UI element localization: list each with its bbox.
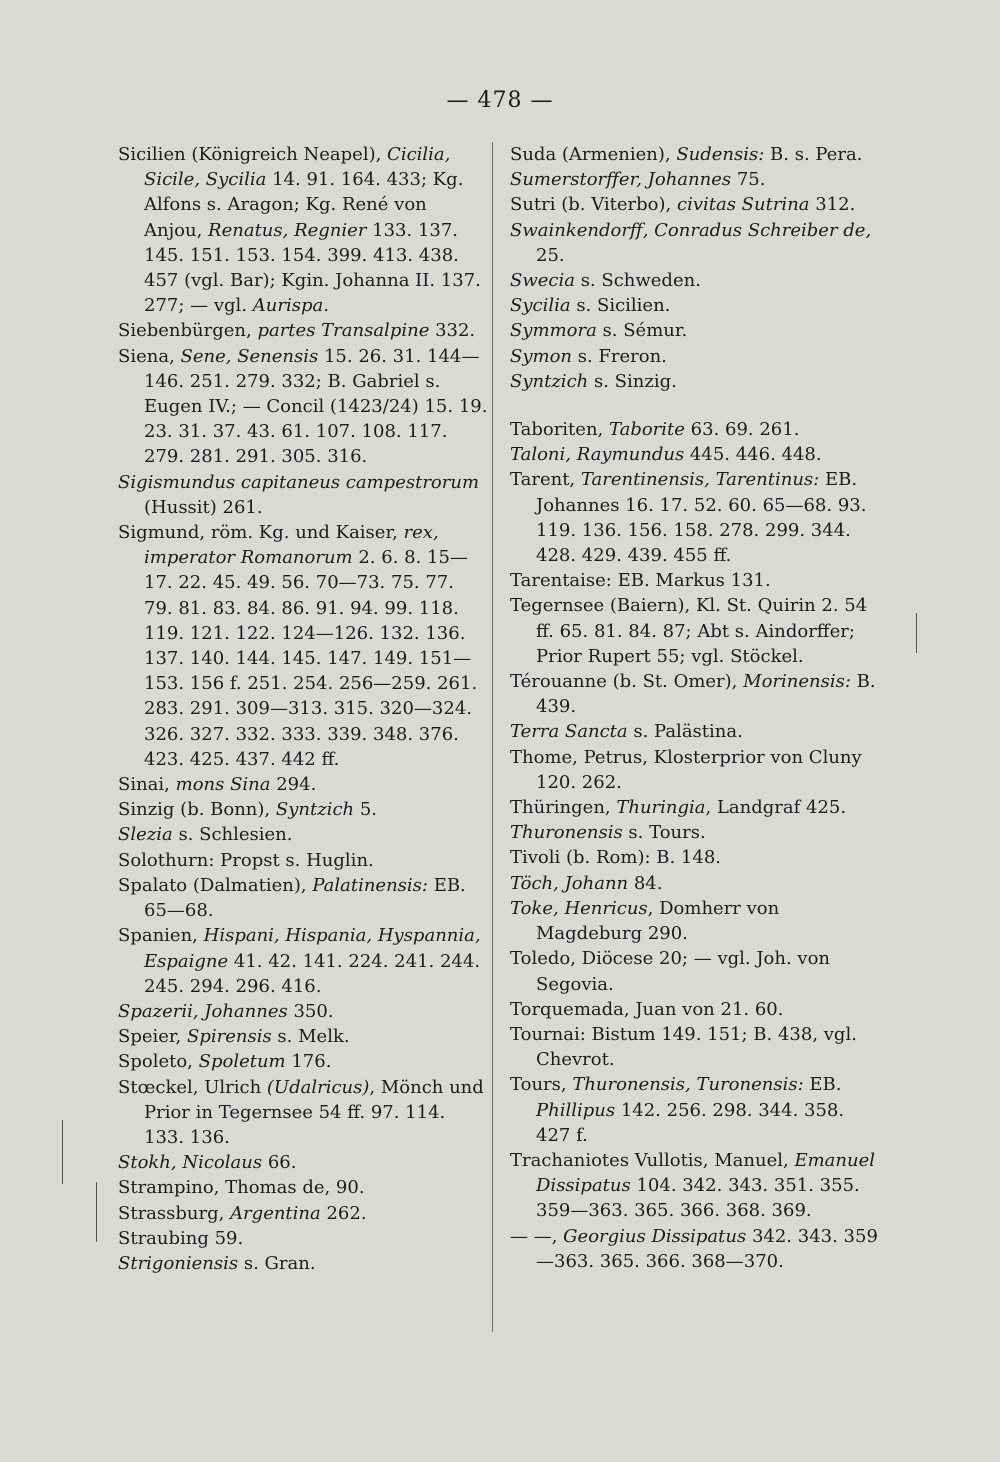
right-column <box>510 142 882 1274</box>
index-entry: Strigoniensis s. Gran. <box>118 1252 316 1274</box>
index-entry: Tivoli (b. Rom): B. 148. <box>510 847 722 869</box>
index-entry: Thüringen, Thuringia, Landgraf 425. <box>510 797 847 819</box>
index-entry: Straubing 59. <box>118 1227 244 1249</box>
index-entry: Syntzich s. Sinzig. <box>510 370 677 392</box>
index-entry: Swecia s. Schweden. <box>510 270 701 292</box>
index-entry: Sutri (b. Viterbo), civitas Sutrina 312. <box>510 194 856 216</box>
index-entry: Toledo, Diöcese 20; — vgl. Joh. von Segovia. <box>510 948 831 995</box>
index-entry: Speier, Spirensis s. Melk. <box>118 1026 350 1048</box>
index-entry: Sinai, mons Sina 294. <box>118 774 317 796</box>
index-entry: Solothurn: Propst s. Huglin. <box>118 849 374 871</box>
index-entry: Töch, Johann 84. <box>510 872 663 894</box>
index-entry: Taloni, Raymundus 445. 446. 448. <box>510 444 822 466</box>
index-entry: Slezia s. Schlesien. <box>118 824 293 846</box>
margin-pencil-mark <box>96 1182 97 1242</box>
index-entry: Symmora s. Sémur. <box>510 320 688 342</box>
index-entry: Sigmund, röm. Kg. und Kaiser, rex, imperator Romanorum 2. 6. 8. 15—17. 22. 45. 49. 56. 70—73. 75. 77. 79. 81. 83. 84. 86. 91. 94. 99. 118. 119. 121. 122. 124—126. 132. 136. 137. 140. 144. 145. 147. 149. 151—153. 156 f. 251. 254. 256—259. 261. 283. 291. 309—313. 315. 320—324. 326. 327. 332. 333. 339. 348. 376. 423. 425. 437. 442 ff. <box>118 522 478 770</box>
index-entry: Taboriten, Taborite 63. 69. 261. <box>510 419 800 441</box>
index-entry: Strassburg, Argentina 262. <box>118 1202 367 1224</box>
index-entry: Terra Sancta s. Palästina. <box>510 721 743 743</box>
index-entry: Térouanne (b. St. Omer), Morinensis: B. 439. <box>510 671 876 718</box>
index-entry: Spalato (Dalmatien), Palatinensis: EB. 65—68. <box>118 874 466 922</box>
index-entry: Toke, Henricus, Domherr von Magdeburg 290. <box>510 897 780 945</box>
index-entry: Sicilien (Königreich Neapel), Cicilia, Sicile, Sycilia 14. 91. 164. 433; Kg. Alfons s. Aragon; Kg. René von Anjou, Renatus, Regnier 133. 137. 145. 151. 153. 154. 399. 413. 438. 457 (vgl. Bar); Kgin. Johanna II. 137. 277; — vgl. Aurispa. <box>118 144 481 317</box>
index-entry: Stokh, Nicolaus 66. <box>118 1152 297 1174</box>
page-number: — 478 — <box>446 88 554 113</box>
index-entry: Siebenbürgen, partes Transalpine 332. <box>118 320 476 342</box>
index-entry: Spazerii, Johannes 350. <box>118 1000 334 1022</box>
index-entry: — —, Georgius Dissipatus 342. 343. 359—363. 365. 366. 368—370. <box>510 1225 878 1272</box>
column-divider <box>492 142 493 1332</box>
index-entry: Thome, Petrus, Klosterprior von Cluny 120. 262. <box>510 746 862 793</box>
index-entry: Sigismundus capitaneus campestrorum (Hussit) 261. <box>118 471 480 518</box>
index-entry: Sycilia s. Sicilien. <box>510 295 671 317</box>
index-entry: Torquemada, Juan von 21. 60. <box>510 998 784 1020</box>
index-entry: Stœckel, Ulrich (Udalricus), Mönch und Prior in Tegernsee 54 ff. 97. 114. 133. 136. <box>118 1076 484 1148</box>
index-entry: Tarentaise: EB. Markus 131. <box>510 570 771 592</box>
margin-pencil-mark <box>916 613 917 653</box>
index-entry: Tarent, Tarentinensis, Tarentinus: EB. Johannes 16. 17. 52. 60. 65—68. 93. 119. 136. 156. 158. 278. 299. 344. 428. 429. 439. 455 ff. <box>510 469 867 567</box>
index-entry: Spoleto, Spoletum 176. <box>118 1051 332 1073</box>
index-entry: Thuronensis s. Tours. <box>510 822 706 844</box>
index-entry: Tegernsee (Baiern), Kl. St. Quirin 2. 54 ff. 65. 81. 84. 87; Abt s. Aindorffer; Prior Rupert 55; vgl. Stöckel. <box>510 595 868 667</box>
index-entry: Strampino, Thomas de, 90. <box>118 1177 365 1199</box>
index-entry: Sumerstorffer, Johannes 75. <box>510 169 766 191</box>
margin-pencil-mark <box>62 1120 63 1184</box>
index-entry: Trachaniotes Vullotis, Manuel, Emanuel Dissipatus 104. 342. 343. 351. 355. 359—363. 365. 366. 368. 369. <box>510 1149 875 1222</box>
index-entry: Suda (Armenien), Sudensis: B. s. Pera. <box>510 144 863 165</box>
index-entry: Sinzig (b. Bonn), Syntzich 5. <box>118 799 378 821</box>
index-entry: Tournai: Bistum 149. 151; B. 438, vgl. Chevrot. <box>510 1023 857 1071</box>
index-entry: Symon s. Freron. <box>510 345 667 367</box>
index-entry: Swainkendorff, Conradus Schreiber de, 25. <box>510 219 872 266</box>
index-entry: Tours, Thuronensis, Turonensis: EB. Phillipus 142. 256. 298. 344. 358. 427 f. <box>510 1074 845 1146</box>
index-entry: Siena, Sene, Senensis 15. 26. 31. 144—146. 251. 279. 332; B. Gabriel s. Eugen IV.; — Concil (1423/24) 15. 19. 23. 31. 37. 43. 61. 107. 108. 117. 279. 281. 291. 305. 316. <box>118 345 488 468</box>
index-entry: Spanien, Hispani, Hispania, Hyspannia, Espaigne 41. 42. 141. 224. 241. 244. 245. 294. 296. 416. <box>118 925 481 997</box>
left-column <box>118 142 488 1276</box>
